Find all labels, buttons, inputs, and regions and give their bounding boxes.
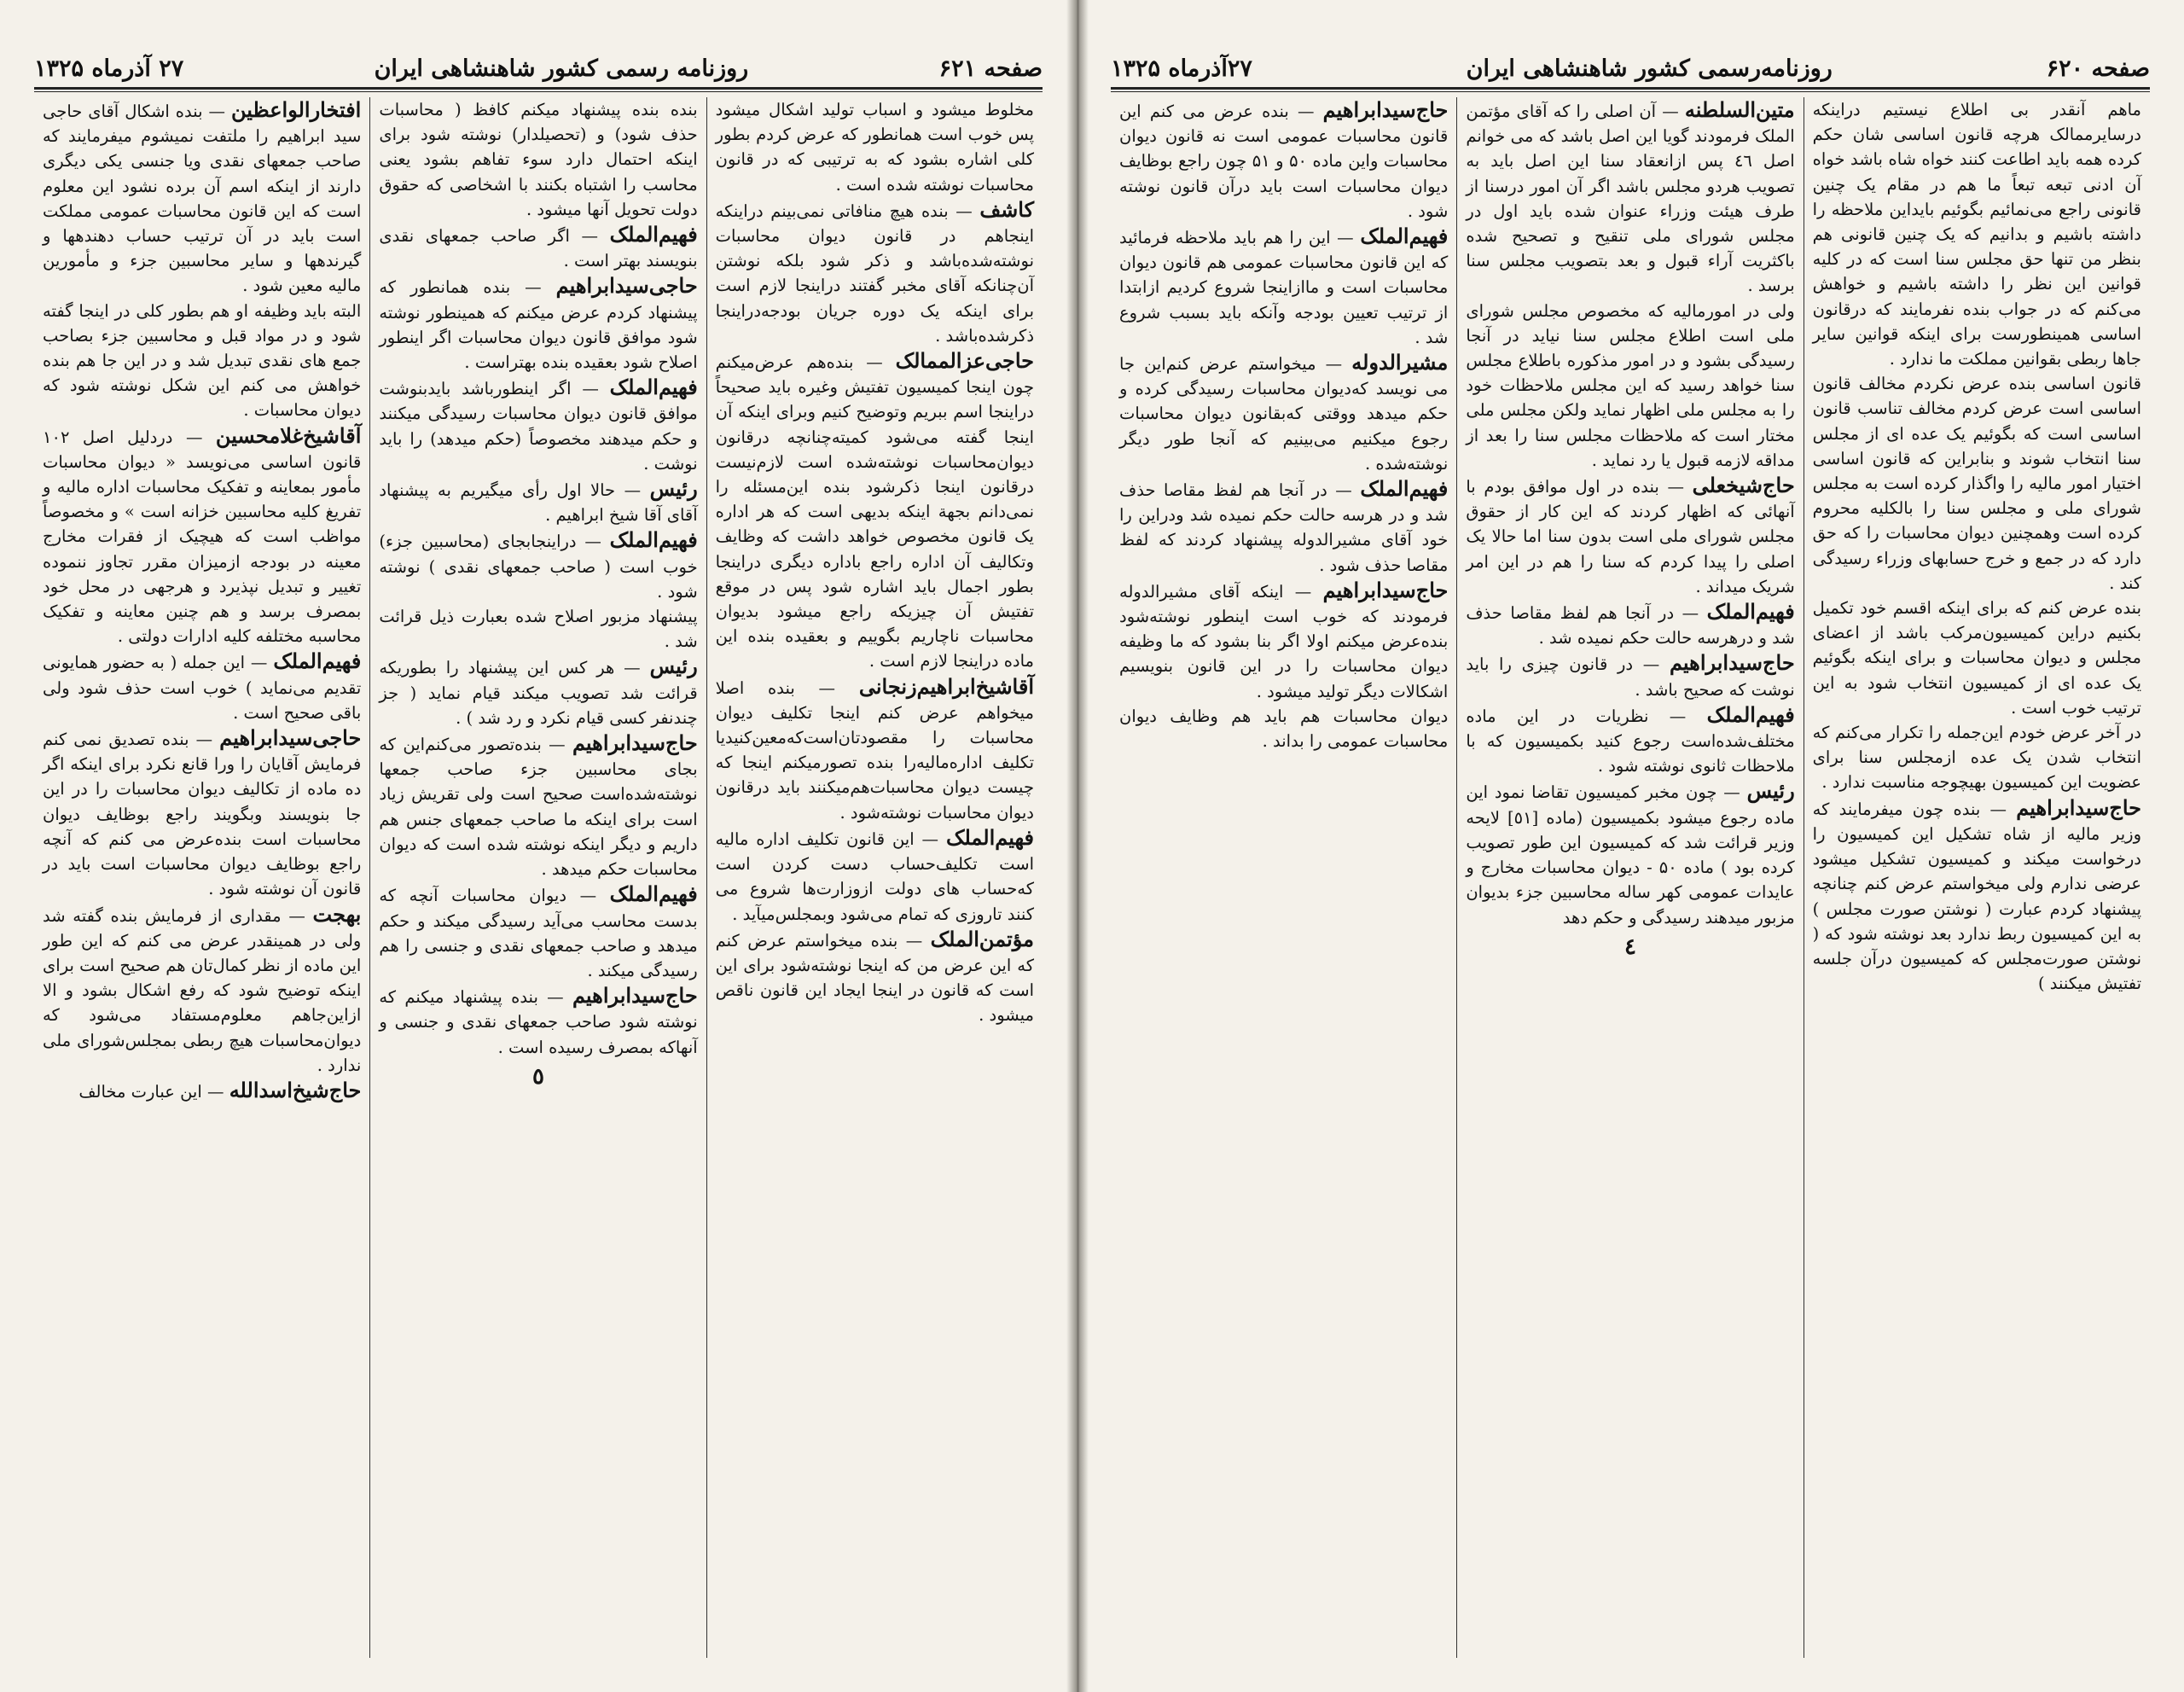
paragraph xyxy=(1813,720,2141,795)
paragraph xyxy=(716,825,1034,927)
paragraph-text: — اگر اینطورباشد باید‌بنوشت موافق قانون دیوان محاسبات رسیدگی میکنند و حکم میدهند مخصوصاً (حکم میدهد) را باید نوشت . xyxy=(379,379,698,474)
paragraph xyxy=(716,674,1034,825)
paragraph-text: — بنده هیچ منافاتی نمی‌بینم دراینکه اینجاهم در قانون دیوان محاسبات نوشته‌شده‌باشد و ذکر شود بلکه نوشتن آن‌چنانکه آقای مخبر گفتند دراینجا لازم است برای اینکه یک دوره جریان بودجه‌دراینجا ذکرشده‌باشد . xyxy=(715,201,1034,346)
paragraph-text: در آخر عرض خودم این‌جمله را تکرار می‌کنم که انتخاب شدن یک عده ازمجلس سنا برای عضویت این کمیسیون بهیچوجه مناسبت ندارد . xyxy=(1812,723,2141,793)
paragraph xyxy=(716,97,1034,197)
paragraph xyxy=(379,654,697,730)
paragraph-text: — بنده همانطور که پیشنهاد کردم عرض میکنم که همینطور نوشته شود موافق قانون دیوان محاسبات اگر اینطور اصلاح شود بعقیده بنده بهتراست . xyxy=(379,277,698,373)
paragraph xyxy=(1119,350,1448,476)
page-header xyxy=(34,49,1043,87)
header-rule-thin xyxy=(1111,91,2150,92)
paragraph-text: — در آنجا هم لفظ مقاصا حذف شد و در هرسه حالت حکم نمیده شد ودراین را خود آقای مشیرالدوله پیشنهاد کردند که لفظ مقاصا حذف شود . xyxy=(1119,480,1449,575)
paragraph-text: — چون مخبر کمیسیون تقاضا نمود این ماده رجوع میشود بکمیسیون (ماده [٥١] لایحه وزیر قرائت شد که کمیسیون این طور تصویب کرده بود ) ماده ۵۰ - دیوان محاسبات مخارج و عایدات عمومی کهر ساله محاسبین جزء بدیوان مزبور میدهند رسیدگی و حکم دهد xyxy=(1466,782,1795,927)
paragraph xyxy=(379,730,697,881)
speaker-name: حاجی‌سیدابراهیم xyxy=(219,725,362,751)
speaker-name: فهیم‌الملک xyxy=(945,824,1034,850)
speaker-name: حاج‌شیخعلی xyxy=(1692,473,1795,498)
columns xyxy=(1111,97,2150,1658)
speaker-name: حاج‌سیدابراهیم xyxy=(572,983,698,1009)
paragraph-text: — بنده تصدیق نمی کنم فرمایش آقایان را ورا قانع نکرد برای اینکه اگر ده ماده از تکالیف دیوان محاسبات را در این جا بنویسند وبگویند راجع بوظایف دیوان محاسبات است بنده‌عرض می کنم که آنچه راجع بوظایف دیوان محاسبات است باید در قانون آن نوشته شود . xyxy=(43,730,362,899)
paragraph-text: — بنده اشکال آقای حاجی سید ابراهیم را ملتفت نمیشوم میفرمایند که صاحب جمعهای نقدی ویا جنسی یکی دیگری دارند از اینکه اسم آن برده نشود این معلوم است که این قانون محاسبات عمومی مملکت است باید در آن ترتیب حساب دهندهها و گیرندهها و سایر محاسبین جزء و مأمورین مالیه معین شود . xyxy=(43,102,362,296)
paragraph xyxy=(1119,476,1448,578)
speaker-name: متین‌السلطنه xyxy=(1684,97,1795,122)
page-footer-mark: ٥ xyxy=(532,1063,544,1090)
paragraph xyxy=(379,97,697,222)
header-page-number: صفحه ۶۲۱ xyxy=(938,55,1043,82)
speaker-name: فهیم‌الملک xyxy=(609,375,698,400)
page-gutter xyxy=(1066,0,1089,1692)
paragraph-text: بنده عرض کنم که برای اینکه اقسم خود تکمیل بکنیم دراین کمیسیون‌مرکب باشد از اعضای مجلس و دیوان محاسبات و برای اینکه بگوئیم یک عده ای از کمیسیون انتخاب شود به این ترتیب خوب است . xyxy=(1812,598,2141,718)
paragraph-text: — این را هم باید ملاحظه فرمائید که این قانون محاسبات عمومی هم قانون دیوان محاسبات است و ماازاینجا شروع کردیم ازابتدا از ترتیب تعیین بودجه وآنکه باید بسبب شروع شد . xyxy=(1119,228,1449,347)
header-title: روزنامه رسمی کشور شاهنشاهی ایران xyxy=(374,55,749,82)
paragraph xyxy=(716,348,1034,674)
paragraph-text: — دردلیل اصل ۱۰۲ قانون اساسی می‌نویسد « دیوان محاسبات مأمور بمعاینه و تفکیک محاسبات اداره مالیه و تفریغ کلیه محاسبین خزانه است » و مخصوصاً مواظب است که هیچیک از فقرات مخارج معینه در بودجه ازمیزان مقرر تجاوز ننموده تغییر و تبدیل نپذیرد و هرجهی در محل خود بمصرف برسد و هم چنین معاینه و تفکیک محاسبه مختلفه کلیه ادارات دولتی . xyxy=(43,427,362,647)
paragraph-text: — بنده عرض می کنم این قانون محاسبات عمومی است نه قانون دیوان محاسبات واین ماده ۵۰ و ۵۱ چون راجع بوظایف دیوان محاسبات است باید درآن قانون نوشته شود . xyxy=(1119,102,1449,221)
page-header xyxy=(1111,49,2150,87)
paragraph-text: — این عبارت مخالف xyxy=(78,1081,224,1102)
paragraph xyxy=(1119,97,1448,224)
text-column xyxy=(1111,97,1457,1658)
paragraph-text: — بنده در اول موافق بودم با آنهائی که اظهار کردند که این کار از حقوق مجلس شورای ملی است بدون سنا اما حالا یک اصلی را پیدا کردم که سنا را هم در این امر شریک میداند . xyxy=(1466,477,1795,596)
paragraph-text: مخلوط میشود و اسباب تولید اشکال میشود پس خوب است همانطور که عرض کردم بطور کلی اشاره بشود که به ترتیبی که در قانون محاسبات نوشته شده است . xyxy=(715,100,1034,195)
paragraph xyxy=(1466,599,1794,650)
paragraph-text: — بنده اصلا میخواهم عرض کنم اینجا تکلیف دیوان محاسبات را مقصودتان‌است‌که‌معین‌کنیدیا تکلیف اداره‌مالیه‌را بنده تصورمیکنم اینجا که چیست دیوان محاسبات‌هم‌میکنند باید درقانون دیوان محاسبات نوشته‌شود . xyxy=(715,677,1034,823)
speaker-name: حاجی‌عزالممالک xyxy=(895,348,1034,374)
speaker-name: حاج‌سید‌ابراهیم xyxy=(1322,577,1449,602)
speaker-name: افتخارالواعظین xyxy=(231,97,362,122)
speaker-name: مشیرالدوله xyxy=(1351,350,1449,375)
paragraph xyxy=(379,604,697,654)
paragraph-text: — اگر صاحب جمعهای نقدی بنویسند بهتر است . xyxy=(379,226,698,271)
paragraph-text: — در آنجا هم لفظ مقاصا حذف شد و درهرسه حالت حکم نمیده شد . xyxy=(1466,603,1795,648)
speaker-name: فهیم‌الملک xyxy=(609,527,698,553)
paragraph xyxy=(1119,578,1448,704)
paragraph-text: — حالا اول رأی میگیریم به پیشنهاد آقای آقا شیخ ابراهیم . xyxy=(379,480,698,526)
paragraph-text: — بنده میخواستم عرض کنم که این عرض من که اینجا نوشته‌شود برای این است که قانون در اینجا ایجاد این قانون ناقص میشود . xyxy=(715,930,1034,1026)
paragraph xyxy=(379,983,697,1060)
paragraph xyxy=(379,222,697,273)
speaker-name: فهیم‌الملک xyxy=(1706,701,1795,727)
paragraph-text: — نظریات در این ماده مختلف‌شده‌است رجوع کنید بکمیسیون که با ملاحظات ثانوی نوشته شود . xyxy=(1466,706,1795,776)
paragraph-text: — در قانون چیزی را باید نوشت که صحیح باشد . xyxy=(1466,654,1795,700)
paragraph xyxy=(43,725,361,901)
text-column xyxy=(34,97,370,1658)
paragraph xyxy=(379,881,697,983)
speaker-name: فهیم‌الملک xyxy=(1360,476,1449,502)
paragraph xyxy=(716,197,1034,348)
paragraph xyxy=(379,527,697,604)
speaker-name: بهجت xyxy=(312,901,362,927)
paragraph-text: بنده بنده پیشنهاد میکنم کافظ ( محاسبات حذف شود) و (تحصیلدار) نوشته شود برای اینکه احتمال دارد سوء تفاهم بشود یعنی محاسب را اشتباه بکنند با اشخاصی که حقوق دولت تحویل آنها میشود . xyxy=(379,100,698,219)
speaker-name: فهیم‌الملک xyxy=(1706,599,1795,625)
paragraph-text: — دیوان محاسبات آنچه که بدست محاسب می‌آید رسیدگی میکند و حکم میدهد و صاحب جمعهای نقدی و جنسی را هم رسیدگی میکند . xyxy=(379,886,698,980)
speaker-name: فهیم‌الملک xyxy=(1360,224,1449,249)
speaker-name: مؤتمن‌الملک xyxy=(930,926,1034,951)
paragraph-text: پیشنهاد مزبور اصلاح شده بعبارت ذیل قرائت شد . xyxy=(379,607,698,652)
speaker-name: حاج‌سیدابراهیم xyxy=(572,730,698,756)
speaker-name: حاج‌سیدابراهیم xyxy=(2016,794,2141,820)
paragraph-text: — بنده‌تصور می‌کنم‌این که بجای محاسبین جزء صاحب جمعها نوشته‌شده‌است صحیح است ولی تقریش زیاد است برای اینکه ما صاحب جمعهای جنس هم داریم و دیگر اینکه نوشته شده است که دیوان محاسبات حکم میدهد . xyxy=(379,735,698,880)
paragraph xyxy=(43,299,361,423)
header-rule xyxy=(34,87,1043,90)
header-date: ۲۷آذرماه ۱۳۲۵ xyxy=(1111,55,1252,82)
speaker-name: آقاشیخ‌ابراهیم‌زنجانی xyxy=(858,673,1035,699)
paragraph xyxy=(1466,97,1794,299)
paragraph-text: — این قانون تکلیف اداره مالیه است تکلیف‌حساب دست کردن است که‌حساب های دولت ازوزارت‌ها شروع می کنند تاروزی که تمام می‌شود وبمجلس‌میآید . xyxy=(715,829,1034,924)
paragraph-text: — هر کس این پیشنهاد را بطوریکه قرائت شد تصویب میکند قیام نماید ( جز چندنفر کسی قیام نکرد و رد شد ) . xyxy=(379,658,698,728)
page-footer-mark: ٤ xyxy=(1624,933,1636,960)
paragraph-text: — آن اصلی را که آقای مؤتمن الملک فرمودند گویا این اصل باشد که می خوانم اصل ٤٦ پس ازانعقاد سنا این اصل باید به تصویب هردو مجلس باشد اگر آن امور درسنا از طرف هیئت وزراء عنوان شده باید اول در مجلس شورای ملی تنقیح و تصحیح شده باکثریت آراء قبول و بعد بتصویب مجلس سنا برسد . xyxy=(1466,102,1795,296)
text-column xyxy=(1804,97,2150,1658)
paragraph xyxy=(379,273,697,375)
header-rule xyxy=(1111,87,2150,90)
speaker-name: آقاشیخ‌غلامحسین xyxy=(215,422,362,448)
paragraph xyxy=(1813,795,2141,997)
paragraph xyxy=(1466,650,1794,701)
speaker-name: فهیم‌الملک xyxy=(609,881,698,907)
header-title: روزنامه‌رسمی کشور شاهنشاهی ایران xyxy=(1466,55,1833,82)
left-page xyxy=(0,0,1077,1692)
speaker-name: فهیم‌الملک xyxy=(273,648,362,674)
speaker-name: حاج‌شیخ‌اسدالله xyxy=(229,1077,362,1102)
paragraph-text: ولی در امورماليه که مخصوص مجلس شورای ملی است اطلاع مجلس سنا نیاید در آنجا رسیدگی بشود و در امور مذکوره باطلاع مجلس سنا خواهد رسید که این مجلس ملاحظات خود را به مجلس ملی اظهار نماید ولکن مجلس ملی مختار است که ملاحظات مجلس سنا را بعد از مداقه لازمه قبول یا رد نماید . xyxy=(1466,300,1795,470)
text-column xyxy=(707,97,1043,1658)
paragraph xyxy=(43,423,361,649)
paragraph-text: ماهم آنقدر بی اطلاع نیستیم دراینکه درسایرممالک هرچه قانون اساسی شان حکم کرده همه باید اطاعت کنند خواه شاه باشد خواه آن ادنی تبعه تبعاً ما هم در مقام یک چنین قانونی راجع می‌نمائیم بگوئیم بایداین ملاحظه را داشته باشیم و بدانیم که یک چنین قانونی هم بنظر من تنها حق مجلس سنا است که در کلیه قوانین این نظر را داشته باشیم و خواهش می‌کنم که در جواب بنده نفرمایند که درقانون اساسی همینطورست برای اینکه قوانین سایر جاها ربطی بقوانین مملکت ما ندارد . xyxy=(1812,100,2141,369)
columns xyxy=(34,97,1043,1658)
header-date: ۲۷ آذرماه ۱۳۲۵ xyxy=(34,55,184,82)
paragraph xyxy=(43,1078,361,1104)
speaker-name: کاشف xyxy=(979,196,1035,222)
speaker-name: رئیس xyxy=(649,476,698,502)
paragraph xyxy=(43,648,361,725)
paragraph-text: — دراینجابجای (محاسبین جزء) خوب است ( صاحب جمعهای نقدی ) نوشته شود . xyxy=(379,532,698,602)
paragraph xyxy=(1466,473,1794,599)
paragraph-text: — بنده چون میفرمایند که وزیر مالیه از شاه تشکیل این کمیسیون را درخواست میکند و کمیسیون تشکیل میشود عرضی ندارم ولی میخواستم عرض کنم چنانچه پیشنهاد کردم عبارت ( نوشتن صورت مجلس ) به این کمیسیون ربط ندارد بعد نوشته شود که ( نوشتن صورت‌مجلس که کمیسیون درآن جلسه تفتیش میکنند ) xyxy=(1812,799,2141,994)
header-rule-thin xyxy=(34,91,1043,92)
paragraph xyxy=(43,97,361,299)
paragraph-text: دیوان محاسبات هم باید هم وظایف دیوان محاسبات عمومی را بداند . xyxy=(1119,706,1449,752)
paragraph-text: — میخواستم عرض کنم‌این جا می نویسد که‌دیوان محاسبات رسیدگی کرده و حکم میدهد ووقتی که‌بقانون دیوان محاسبات رجوع میکنیم می‌بینیم که آنجا طور دیگر نوشته‌شده . xyxy=(1119,354,1449,474)
paragraph-text: — بنده‌هم عرض‌میکنم چون اینجا کمیسیون تفتیش وغیره باید صحیحاً دراینجا اسم ببریم وتوضیح کنیم وبرای اینکه آن اینجا گفته می‌شود کمیته‌چنانچه درقانون دیوان‌محاسبات نوشته‌شده است لازم‌نیست درقانون اینجا ذکرشود بنده این‌مسئله را نمی‌دانم بجهة اینکه بدیهی است که هر اداره یک قانون مخصوص خواهد داشت که وظایف وتکالیف آن اداره راجع باداره دیگری دراینجا بطور اجمال باید اشاره شود پس در موقع تفتیش آن چیزیکه راجع میشود بدیوان محاسبات ناچاریم بگوییم و بعقیده بنده این ماده دراینجا لازم است . xyxy=(715,352,1034,672)
paragraph xyxy=(716,927,1034,1028)
right-page xyxy=(1077,0,2184,1692)
paragraph-text: قانون اساسی بنده عرض نکردم مخالف قانون اساسی است عرض کردم مخالف تناسب قانون اساسی است که بگوئیم یک عده ای از مجلس سنا انتخاب شوند و بنابراین که قانون اساسی اختیار امور مالیه را واگذار کرده است به مجلس شورای ملی و مجلس سنا را بالکلیه محروم کرده است وهمچنین دیوان محاسبات را که حق دارد که در جمع و خرج حسابهای وزراء رسیدگی کند . xyxy=(1812,374,2141,593)
paragraph xyxy=(1813,371,2141,596)
paragraph-text: — این جمله ( به حضور همایونی تقدیم می‌نماید ) خوب است حذف شود ولی باقی صحیح است . xyxy=(43,653,362,723)
paragraph xyxy=(1813,596,2141,720)
paragraph xyxy=(1466,299,1794,473)
text-column xyxy=(370,97,706,1658)
paragraph xyxy=(1119,704,1448,753)
speaker-name: رئیس xyxy=(1746,778,1795,804)
header-page-number: صفحه ۶۲۰ xyxy=(2046,55,2150,82)
speaker-name: حاج‌سید‌ابراهیم xyxy=(1322,97,1449,122)
paragraph-text: — مقداری از فرمایش بنده گفته شد ولی در همینقدر عرض می کنم که این طور این ماده از نظر کمال‌تان هم صحیح است برای اینکه توضیح شود که رفع اشکال بشود و الا ازاین‌جاهم معلوم‌مستفاد می‌شود که دیوان‌محاسبات هیچ ربطی بمجلس‌شورای ملی ندارد . xyxy=(43,905,362,1075)
paragraph xyxy=(43,902,361,1078)
paragraph xyxy=(1813,97,2141,371)
speaker-name: حاجی‌سیدابراهیم xyxy=(555,273,698,299)
paragraph xyxy=(379,476,697,527)
paragraph xyxy=(1466,702,1794,779)
paragraph xyxy=(379,375,697,476)
text-column xyxy=(1457,97,1804,1658)
paragraph xyxy=(1466,778,1794,929)
paragraph-text: — اینکه آقای مشیرالدوله فرمودند که خوب است اینطور نوشته‌شود بنده‌عرض میکنم اولا اگر بنا بشود که ما وظیفه دیوان محاسبات را در این قانون بنویسیم اشکالات دیگر تولید میشود . xyxy=(1119,581,1449,701)
speaker-name: حاج‌سیدابراهیم xyxy=(1669,650,1795,676)
paragraph-text: — بنده پیشنهاد میکنم که نوشته شود صاحب جمعهای نقدی و جنسی و آنهاکه بمصرف رسیده است . xyxy=(379,987,698,1057)
paragraph-text: البته باید وظیفه او هم بطور کلی در اینجا گفته شود و در مواد قبل و محاسبین جزء بصاحب جمع های نقدی تبدیل شد و در این جا هم بنده خواهش می کنم این شکل نوشته شود که دیوان محاسبات . xyxy=(43,300,362,421)
speaker-name: رئیس xyxy=(649,654,698,679)
speaker-name: فهیم‌الملک xyxy=(609,222,698,247)
paragraph xyxy=(1119,224,1448,350)
